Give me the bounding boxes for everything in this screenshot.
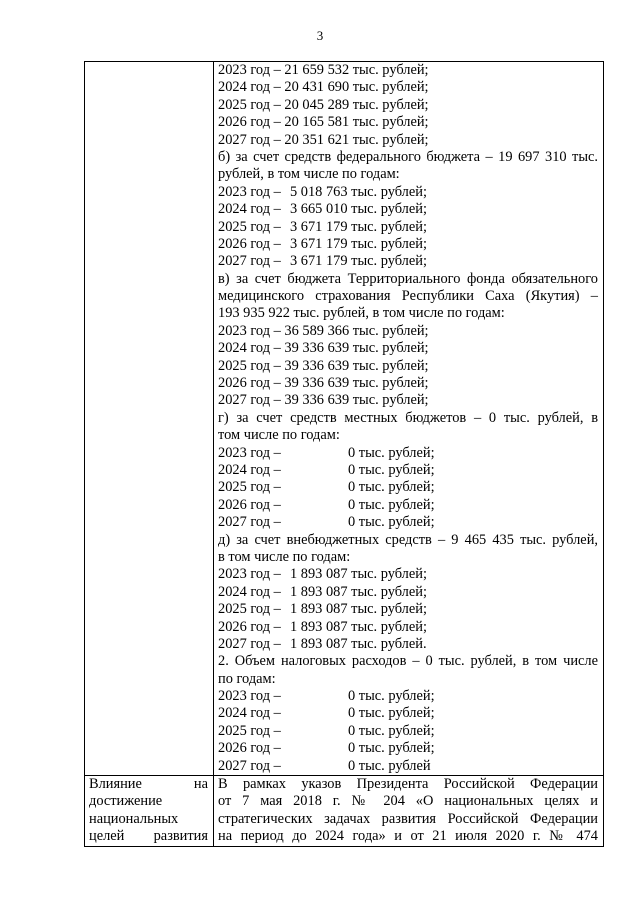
- amount-value: 0 тыс. рублей;: [348, 688, 435, 705]
- federal-year-line: [218, 219, 598, 236]
- federal-year-line: [218, 184, 598, 201]
- federal-year-line: [218, 236, 598, 253]
- year-label: 2027 год –: [218, 757, 281, 774]
- amount-value: 3 671 179 тыс. рублей;: [290, 218, 427, 235]
- federal-heading-cont: рублей, в том числе по годам:: [218, 166, 400, 183]
- local-year-line: [218, 479, 598, 496]
- tfoms-years-block: [218, 323, 598, 410]
- tax-heading: 2. Объем налоговых расходов – 0 тыс. рублей, в том числе: [218, 653, 598, 670]
- year-label: 2024 год –: [218, 705, 281, 722]
- tfoms-year-line: 2025 год – 39 336 639 тыс. рублей;: [218, 357, 429, 374]
- year-label: 2025 год –: [218, 722, 281, 739]
- year-label: 2024 год –: [218, 583, 281, 600]
- passport-table: [84, 61, 604, 847]
- tax-year-line: [218, 688, 598, 705]
- extra-heading: д) за счет внебюджетных средств – 9 465 435 тыс. рублей,: [218, 531, 598, 548]
- year-label: 2025 год –: [218, 479, 281, 496]
- impact-label-cell: [85, 776, 214, 847]
- table-row-impact: [85, 776, 604, 847]
- funding-cell: [214, 62, 604, 776]
- regional-year-line: 2023 год – 21 659 532 тыс. рублей;: [218, 62, 429, 78]
- tfoms-heading: в) за счет бюджета Территориального фонда обязательного: [218, 270, 598, 287]
- impact-text-line: В рамках указов Президента Российской Федерации: [218, 776, 598, 793]
- amount-value: 1 893 087 тыс. рублей;: [290, 566, 427, 583]
- regional-year-line: 2027 год – 20 351 621 тыс. рублей;: [218, 131, 429, 148]
- regional-year-line: 2024 год – 20 431 690 тыс. рублей;: [218, 79, 429, 96]
- year-label: 2025 год –: [218, 218, 281, 235]
- year-label: 2023 год –: [218, 688, 281, 705]
- federal-year-line: [218, 253, 598, 270]
- impact-text-line: от 7 мая 2018 г. № 204 «О национальных целях и: [218, 793, 598, 810]
- year-label: 2023 год –: [218, 444, 281, 461]
- local-year-line: [218, 514, 598, 531]
- year-label: 2024 год –: [218, 461, 281, 478]
- impact-label-line: целей развития: [89, 828, 208, 845]
- regional-year-line: 2025 год – 20 045 289 тыс. рублей;: [218, 96, 429, 113]
- federal-heading: б) за счет средств федерального бюджета – 19 697 310 тыс.: [218, 148, 598, 165]
- tax-year-line: [218, 758, 598, 775]
- tfoms-year-line: 2027 год – 39 336 639 тыс. рублей;: [218, 392, 429, 409]
- local-year-line: [218, 445, 598, 462]
- amount-value: 3 665 010 тыс. рублей;: [290, 201, 427, 218]
- amount-value: 0 тыс. рублей;: [348, 444, 435, 461]
- extrabudget-years-block: [218, 566, 598, 653]
- impact-text-line: стратегических задачах развития Российской Федерации: [218, 810, 598, 827]
- amount-value: 0 тыс. рублей;: [348, 496, 435, 513]
- impact-label-line: достижение: [89, 793, 163, 810]
- extra-heading-cont: в том числе по годам:: [218, 548, 351, 565]
- year-label: 2026 год –: [218, 740, 281, 757]
- amount-value: 0 тыс. рублей;: [348, 461, 435, 478]
- amount-value: 0 тыс. рублей;: [348, 479, 435, 496]
- table-row-funding: [85, 62, 604, 776]
- year-label: 2026 год –: [218, 235, 281, 252]
- tfoms-heading-cont: медицинского страхования Республики Саха (Якутия) –: [218, 288, 598, 305]
- extrabudget-year-line: [218, 584, 598, 601]
- extrabudget-year-line: [218, 601, 598, 618]
- year-label: 2023 год –: [218, 566, 281, 583]
- amount-value: 0 тыс. рублей;: [348, 514, 435, 531]
- local-heading: г) за счет средств местных бюджетов – 0 тыс. рублей, в: [218, 409, 598, 426]
- impact-text-line: на период до 2024 года» и от 21 июля 2020 г. № 474: [218, 828, 598, 845]
- amount-value: 0 тыс. рублей;: [348, 740, 435, 757]
- page-number: 3: [316, 28, 324, 43]
- year-label: 2023 год –: [218, 183, 281, 200]
- amount-value: 1 893 087 тыс. рублей;: [290, 618, 427, 635]
- extrabudget-year-line: [218, 636, 598, 653]
- local-year-line: [218, 462, 598, 479]
- tax-years-block: [218, 688, 598, 775]
- impact-label-line: национальных: [89, 810, 179, 827]
- tfoms-year-line: 2026 год – 39 336 639 тыс. рублей;: [218, 375, 429, 392]
- regional-year-line: 2026 год – 20 165 581 тыс. рублей;: [218, 114, 429, 131]
- impact-text-cell: [214, 776, 604, 847]
- tax-heading-cont: по годам:: [218, 670, 276, 687]
- local-heading-cont: том числе по годам:: [218, 427, 340, 444]
- local-years-block: [218, 445, 598, 532]
- regional-years-block: [218, 62, 598, 149]
- local-year-line: [218, 497, 598, 514]
- tfoms-year-line: 2024 год – 39 336 639 тыс. рублей;: [218, 340, 429, 357]
- amount-value: 0 тыс. рублей;: [348, 722, 435, 739]
- tfoms-heading-total: 193 935 922 тыс. рублей, в том числе по годам:: [218, 305, 505, 322]
- extrabudget-year-line: [218, 566, 598, 583]
- year-label: 2027 год –: [218, 253, 281, 270]
- amount-value: 1 893 087 тыс. рублей;: [290, 601, 427, 618]
- left-cell-empty: [85, 62, 214, 776]
- year-label: 2027 год –: [218, 514, 281, 531]
- amount-value: 5 018 763 тыс. рублей;: [290, 183, 427, 200]
- impact-label-line: Влияние на: [89, 776, 208, 793]
- tax-year-line: [218, 705, 598, 722]
- federal-year-line: [218, 201, 598, 218]
- year-label: 2024 год –: [218, 201, 281, 218]
- year-label: 2025 год –: [218, 601, 281, 618]
- tax-year-line: [218, 740, 598, 757]
- federal-years-block: [218, 184, 598, 271]
- amount-value: 1 893 087 тыс. рублей;: [290, 583, 427, 600]
- year-label: 2027 год –: [218, 635, 281, 652]
- amount-value: 0 тыс. рублей: [348, 757, 431, 774]
- tfoms-year-line: 2023 год – 36 589 366 тыс. рублей;: [218, 322, 429, 339]
- tax-year-line: [218, 723, 598, 740]
- year-label: 2026 год –: [218, 618, 281, 635]
- amount-value: 1 893 087 тыс. рублей.: [290, 635, 427, 652]
- amount-value: 3 671 179 тыс. рублей;: [290, 253, 427, 270]
- amount-value: 3 671 179 тыс. рублей;: [290, 235, 427, 252]
- extrabudget-year-line: [218, 619, 598, 636]
- amount-value: 0 тыс. рублей;: [348, 705, 435, 722]
- year-label: 2026 год –: [218, 496, 281, 513]
